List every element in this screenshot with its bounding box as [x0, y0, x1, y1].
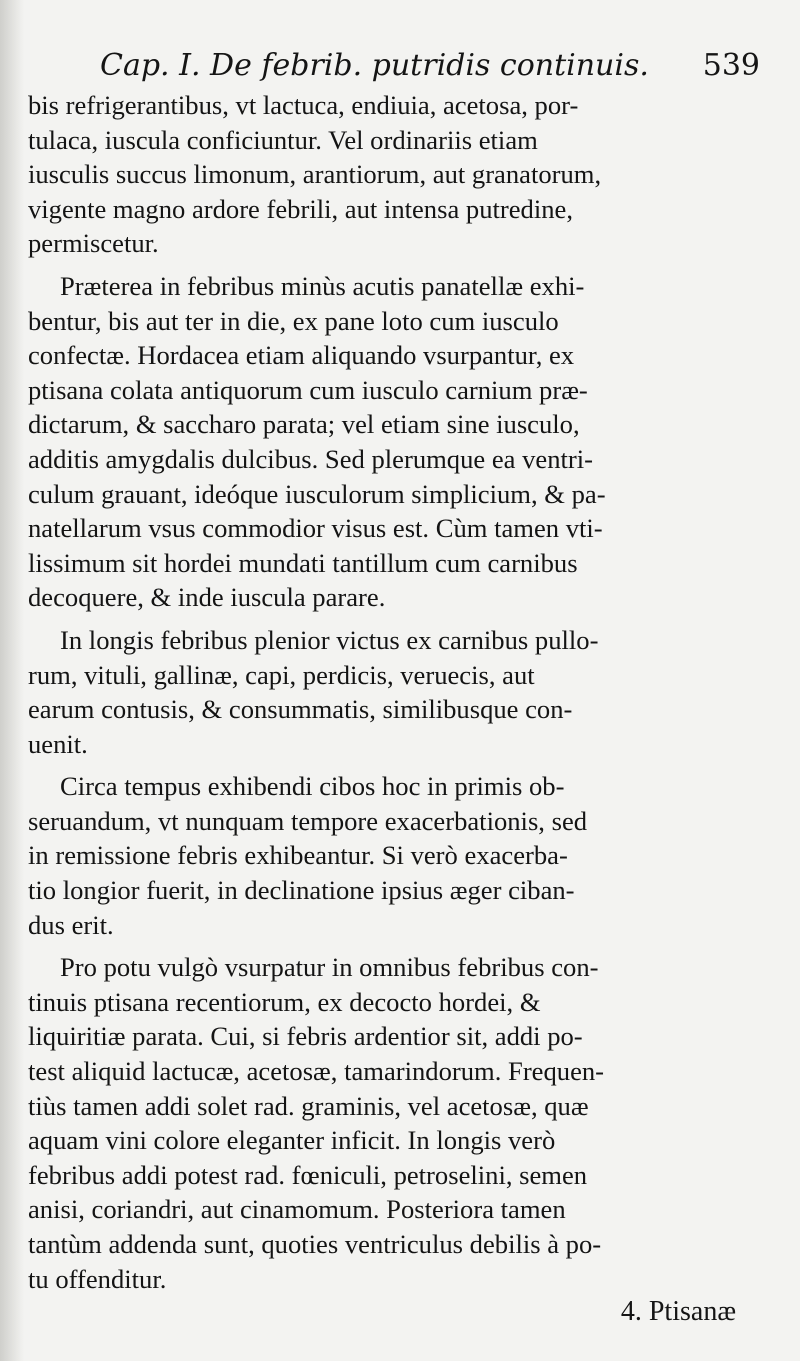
text-line: liquiritiæ parata. Cui, si febris ardentior sit, addi po- [28, 1021, 583, 1052]
paragraph-continuation [28, 88, 736, 261]
paragraph-potu [28, 950, 736, 1296]
text-line: bis refrigerantibus, vt lactuca, endiuia, acetosa, por- [28, 90, 579, 120]
text-line: ptisana colata antiquorum cum iusculo carnium præ- [28, 374, 588, 405]
text-line: In longis febribus plenior victus ex carnibus pullo- [60, 624, 599, 655]
paragraph-victus [28, 623, 736, 761]
text-line: tiùs tamen addi solet rad. graminis, vel acetosæ, quæ [28, 1090, 589, 1121]
text-line: tinuis ptisana recentiorum, ex decocto hordei, & [28, 986, 541, 1017]
text-line: rum, vituli, gallinæ, capi, perdicis, veruecis, aut [28, 659, 535, 690]
text-line: tu offenditur. [28, 1263, 167, 1294]
text-line: confectæ. Hordacea etiam aliquando vsurpantur, ex [28, 340, 575, 371]
text-line: culum grauant, ideóque iusculorum simplicium, & pa- [28, 478, 606, 509]
running-title: Cap. I. De febrib. putridis continuis. [100, 48, 649, 83]
text-line: tulaca, iuscula conficiuntur. Vel ordinariis etiam [28, 124, 538, 155]
text-line: decoquere, & inde iuscula parare. [28, 582, 386, 613]
text-line: seruandum, vt nunquam tempore exacerbationis, sed [28, 805, 588, 836]
text-line: Pro potu vulgò vsurpatur in omnibus febribus con- [60, 952, 599, 983]
text-line: Circa tempus exhibendi cibos hoc in primis ob- [60, 771, 565, 802]
text-line: lissimum sit hordei mundati tantillum cum carnibus [28, 547, 578, 578]
text-line: dus erit. [28, 909, 114, 940]
text-line: earum contusis, & consummatis, similibusque con- [28, 694, 573, 725]
page-number: 539 [702, 48, 760, 83]
text-line: uenit. [28, 728, 88, 759]
text-line: Præterea in febribus minùs acutis panatellæ exhi- [60, 270, 585, 301]
text-line: permiscetur. [28, 228, 159, 259]
text-line: tio longior fuerit, in declinatione ipsius æger ciban- [28, 875, 575, 906]
body-text [28, 88, 736, 1296]
paragraph-panatellae [28, 269, 736, 615]
text-line: tantùm addenda sunt, quoties ventriculus debilis à po- [28, 1229, 602, 1259]
gutter-shadow [0, 0, 24, 1361]
paragraph-tempus [28, 769, 736, 942]
text-line: dictarum, & saccharo parata; vel etiam sine iusculo, [28, 409, 580, 440]
text-line: febribus addi potest rad. fœniculi, petroselini, semen [28, 1159, 588, 1190]
text-line: natellarum vsus commodior visus est. Cùm tamen vti- [28, 513, 603, 544]
text-line: vigente magno ardore febrili, aut intensa putredine, [28, 193, 573, 224]
text-line: anisi, coriandri, aut cinamomum. Posteriora tamen [28, 1194, 566, 1225]
catchword: 4. Ptisanæ [620, 1296, 736, 1327]
text-line: additis amygdalis dulcibus. Sed plerumque ea ventri- [28, 443, 593, 474]
text-line: in remissione febris exhibeantur. Si verò exacerba- [28, 840, 568, 871]
text-line: iusculis succus limonum, arantiorum, aut granatorum, [28, 159, 602, 190]
text-line: bentur, bis aut ter in die, ex pane loto cum iusculo [28, 305, 559, 336]
text-line: test aliquid lactucæ, acetosæ, tamarindorum. Frequen- [28, 1056, 605, 1087]
text-line: aquam vini colore eleganter inficit. In longis verò [28, 1125, 556, 1156]
